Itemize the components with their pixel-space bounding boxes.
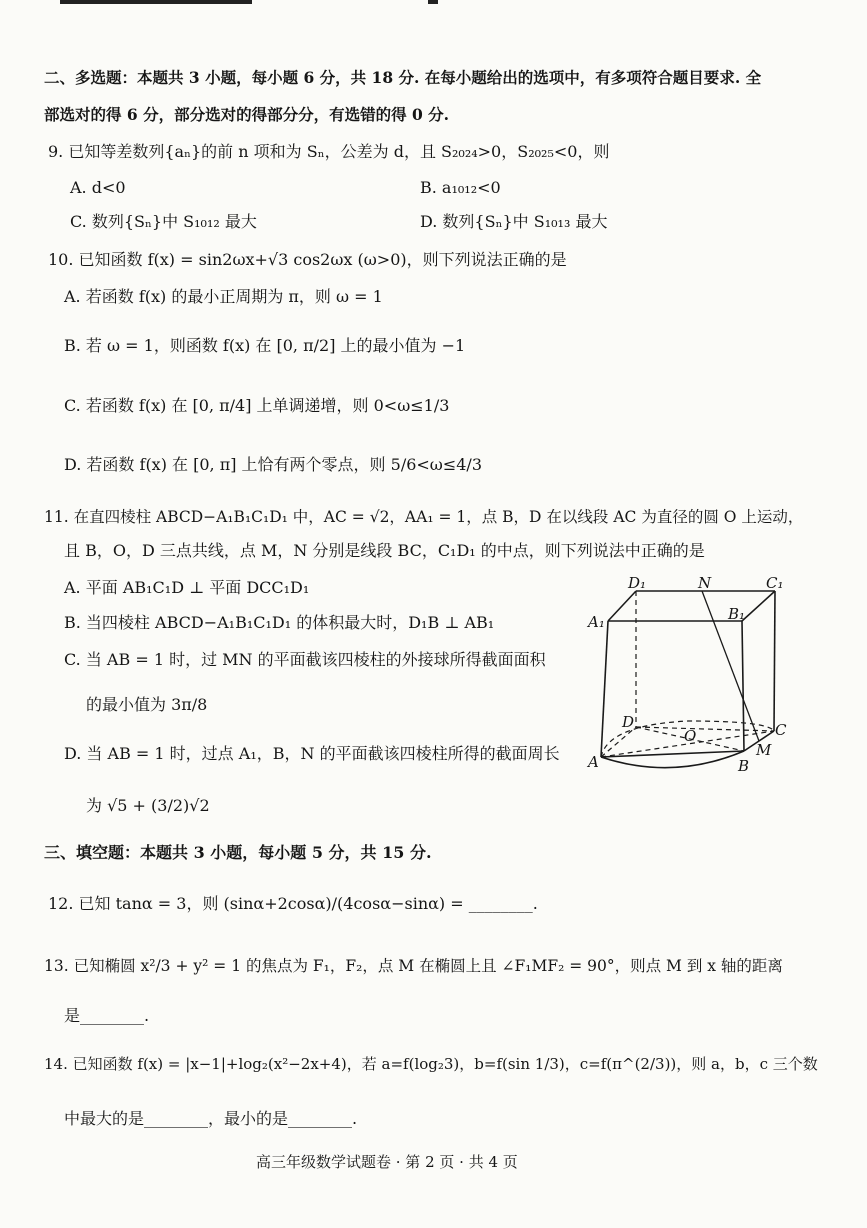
fig-label-d: D (622, 713, 635, 731)
q13-text-line2: 是________. (64, 1006, 150, 1025)
fig-label-m: M (756, 741, 772, 759)
q10-option-c: C. 若函数 f(x) 在 [0, π/4] 上单调递增，则 0<ω≤1/3 (64, 396, 450, 415)
section-3-heading: 三、填空题：本题共 3 小题，每小题 5 分，共 15 分. (44, 843, 432, 862)
q10-option-a: A. 若函数 f(x) 的最小正周期为 π，则 ω = 1 (64, 287, 383, 306)
q9-option-c: C. 数列{Sₙ}中 S₁₀₁₂ 最大 (70, 212, 257, 231)
fig-label-b: B (738, 757, 750, 775)
q14-text-line1: 14. 已知函数 f(x) = |x−1|+log₂(x²−2x+4)，若 a=f(log₂3)，b=f(sin 1/3)，c=f(π^(2/3))，则 a，b，c 三个数 (44, 1055, 818, 1073)
top-edge-bar (60, 0, 252, 4)
q11-option-d-line1: D. 当 AB = 1 时，过点 A₁，B，N 的平面截该四棱柱所得的截面周长 (64, 744, 560, 763)
q10-option-d: D. 若函数 f(x) 在 [0, π] 上恰有两个零点，则 5/6<ω≤4/3 (64, 455, 483, 474)
fig-label-a1: A₁ (588, 613, 605, 631)
q11-prism-figure (578, 575, 808, 775)
fig-label-a: A (588, 753, 599, 771)
q10-option-b: B. 若 ω = 1，则函数 f(x) 在 [0, π/2] 上的最小值为 −1 (64, 336, 466, 355)
q14-text-line2: 中最大的是________，最小的是________. (64, 1109, 358, 1128)
q10-stem: 10. 已知函数 f(x) = sin2ωx+√3 cos2ωx (ω>0)，则下列说法正确的是 (48, 250, 567, 269)
fig-label-c1: C₁ (766, 575, 784, 592)
top-edge-mark (428, 0, 438, 4)
q11-stem-line1: 11. 在直四棱柱 ABCD−A₁B₁C₁D₁ 中，AC = √2，AA₁ = 1，点 B，D 在以线段 AC 为直径的圆 O 上运动， (44, 508, 804, 526)
section-2-heading: 二、多选题：本题共 3 小题，每小题 6 分，共 18 分. 在每小题给出的选项中，有多项符合题目要求. 全 (44, 68, 762, 87)
section-2-heading-cont: 部选对的得 6 分，部分选对的得部分分，有选错的得 0 分. (44, 105, 450, 124)
fig-label-n: N (698, 575, 712, 592)
q9-stem: 9. 已知等差数列{aₙ}的前 n 项和为 Sₙ，公差为 d，且 S₂₀₂₄>0，S₂₀₂₅<0，则 (48, 142, 610, 161)
q11-option-d-line2: 为 √5 + (3/2)√2 (86, 796, 210, 815)
q11-option-c-line1: C. 当 AB = 1 时，过 MN 的平面截该四棱柱的外接球所得截面面积 (64, 650, 546, 669)
page-footer: 高三年级数学试题卷 · 第 2 页 · 共 4 页 (256, 1153, 518, 1171)
q12-text: 12. 已知 tanα = 3，则 (sinα+2cosα)/(4cosα−sinα) = ________. (48, 894, 538, 913)
q9-option-a: A. d<0 (70, 178, 126, 197)
fig-label-b1: B₁ (728, 605, 746, 623)
q9-option-d: D. 数列{Sₙ}中 S₁₀₁₃ 最大 (420, 212, 608, 231)
fig-label-d1: D₁ (628, 575, 647, 592)
fig-label-o: O (684, 727, 697, 745)
q11-option-b: B. 当四棱柱 ABCD−A₁B₁C₁D₁ 的体积最大时，D₁B ⊥ AB₁ (64, 613, 495, 632)
q13-text-line1: 13. 已知椭圆 x²/3 + y² = 1 的焦点为 F₁，F₂，点 M 在椭圆上且 ∠F₁MF₂ = 90°，则点 M 到 x 轴的距离 (44, 957, 783, 975)
q11-option-c-line2: 的最小值为 3π/8 (86, 695, 208, 714)
fig-label-c: C (775, 721, 787, 739)
q9-option-b: B. a₁₀₁₂<0 (420, 178, 501, 197)
q11-option-a: A. 平面 AB₁C₁D ⊥ 平面 DCC₁D₁ (64, 578, 310, 597)
q11-stem-line2: 且 B，O，D 三点共线，点 M，N 分别是线段 BC，C₁D₁ 的中点，则下列说法中正确的是 (64, 541, 705, 560)
